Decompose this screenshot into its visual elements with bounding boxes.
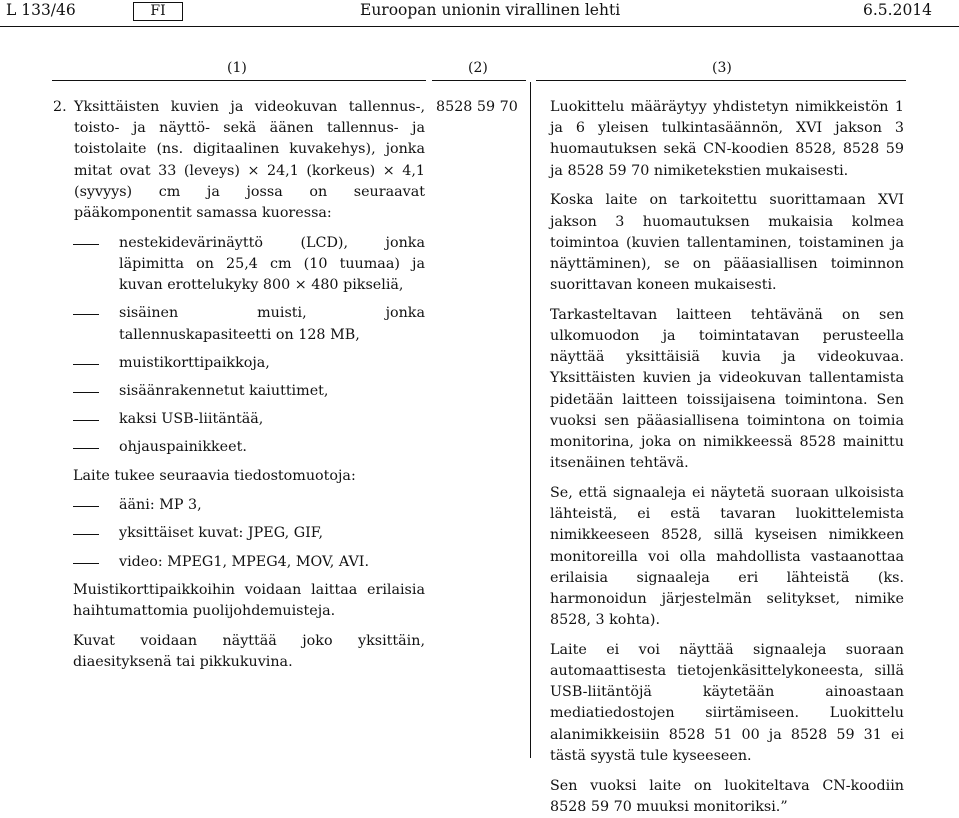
reason-paragraph: Luokittelu määräytyy yhdistetyn nimikkeistön 1 ja 6 yleisen tulkintasäännön, XVI jakson 3 huomautuksen sekä CN-koodien 8528, 8528 59 ja 8528 59 70 nimiketekstien mukaisesti. — [550, 99, 904, 179]
list-item: sisäänrakennetut kaiuttimet, — [73, 381, 425, 402]
reason-paragraph: Koska laite on tarkoitettu suorittamaan XVI jakson 3 huomautuksen mukaisia kolmea toimintoa (kuvien tallentaminen, toistaminen ja näyttäminen), se on pääasiallisen toiminnon suorittavan koneen mukaisesti. — [550, 192, 904, 294]
column-header-2: (2) — [468, 60, 488, 76]
item-number: 2. — [53, 99, 67, 115]
list-item: yksittäiset kuvat: JPEG, GIF, — [73, 523, 425, 544]
item-text: Yksittäisten kuvien ja videokuvan tallennus-, toisto- ja näyttö- sekä äänen tallennus- ja toistolaite (ns. digitaalinen kuvakehys), jonka mitat ovat 33 (leveys) × 24,1 (korkeus) × 4,1 (syvyys) cm ja jossa on seuraavat pääkomponentit samassa kuoressa: — [74, 99, 425, 222]
language-code-box: FI — [133, 2, 183, 21]
goods-description-column — [53, 97, 425, 673]
reason-paragraph: Sen vuoksi laite on luokiteltava CN-koodiin 8528 59 70 muuksi monitoriksi.” — [550, 777, 904, 815]
cn-code: 8528 59 70 — [436, 99, 518, 115]
reason-paragraph: Laite ei voi näyttää signaaleja suoraan automaattisesta tietojenkäsittelykoneesta, sillä USB-liitäntöjä käytetään ainoastaan mediatiedostojen siirtämiseen. Luokittelu alanimikkeisiin 8528 51 00 ja 8528 59 31 ei tästä syystä tule kyseeseen. — [550, 641, 904, 764]
dash-bullet — [73, 244, 99, 245]
journal-title: Euroopan unionin virallinen lehti — [360, 1, 621, 19]
column-header-1: (1) — [227, 60, 247, 76]
list-item: ääni: MP 3, — [73, 495, 425, 516]
column-divider — [530, 82, 531, 758]
dash-bullet — [73, 420, 99, 421]
memory-paragraph: Muistikorttipaikkoihin voidaan laittaa erilaisia haihtumattomia puolijohdemuisteja. — [73, 581, 425, 620]
list-item: sisäinen muisti, jonka tallennuskapasiteetti on 128 MB, — [73, 303, 425, 345]
reason-paragraph: Se, että signaaleja ei näytetä suoraan ulkoisista lähteistä, ei estä tavaran luokittelemista nimikkeeseen 8528, sillä kyseisen nimikkeen monitoreilla voi olla mahdollista vastaanottaa erilaisia signaaleja eri lähteistä (ks. harmonoidun järjestelmän selitykset, nimike 8528, 3 kohta). — [550, 484, 904, 629]
list-item: video: MPEG1, MPEG4, MOV, AVI. — [73, 552, 425, 573]
list-item: ohjauspainikkeet. — [73, 437, 425, 458]
dash-bullet — [73, 563, 99, 564]
column-header-3: (3) — [712, 60, 732, 76]
dash-bullet — [73, 364, 99, 365]
header-rule — [0, 26, 959, 27]
dash-bullet — [73, 314, 99, 315]
reason-paragraph: Tarkasteltavan laitteen tehtävänä on sen ulkomuodon ja toimintatavan perusteella näyttää yksittäisiä kuvia ja videokuvaa. Yksittäisten kuvien ja videokuvan tallentamista pidetään laitteen toissijaisena toimintona. Sen vuoksi sen pääasiallisena toimintona on toimia monitorina, joka on nimikkeessä 8528 mainittu itsenäinen tehtävä. — [550, 306, 904, 472]
page-header — [0, 0, 959, 26]
column-1-rule — [52, 80, 426, 81]
page-reference: L 133/46 — [6, 1, 76, 19]
format-list — [53, 495, 425, 573]
display-paragraph: Kuvat voidaan näyttää joko yksittäin, diaesityksenä tai pikkukuvina. — [73, 632, 425, 670]
dash-bullet — [73, 392, 99, 393]
dash-bullet — [73, 448, 99, 449]
dash-bullet — [73, 506, 99, 507]
list-item: kaksi USB-liitäntää, — [73, 409, 425, 430]
list-item: muistikorttipaikkoja, — [73, 353, 425, 374]
list-item: nestekidevärinäyttö (LCD), jonka läpimitta on 25,4 cm (10 tuumaa) ja kuvan erottelukyky 800 × 480 pikseliä, — [73, 233, 425, 297]
column-2-rule — [432, 80, 526, 81]
column-3-rule — [536, 80, 906, 81]
publication-date: 6.5.2014 — [863, 1, 933, 19]
reasons-column — [550, 97, 904, 818]
goods-description — [53, 97, 425, 224]
cn-code-column — [436, 97, 536, 118]
dash-bullet — [73, 534, 99, 535]
component-list — [53, 233, 425, 459]
formats-intro: Laite tukee seuraavia tiedostomuotoja: — [73, 467, 356, 484]
